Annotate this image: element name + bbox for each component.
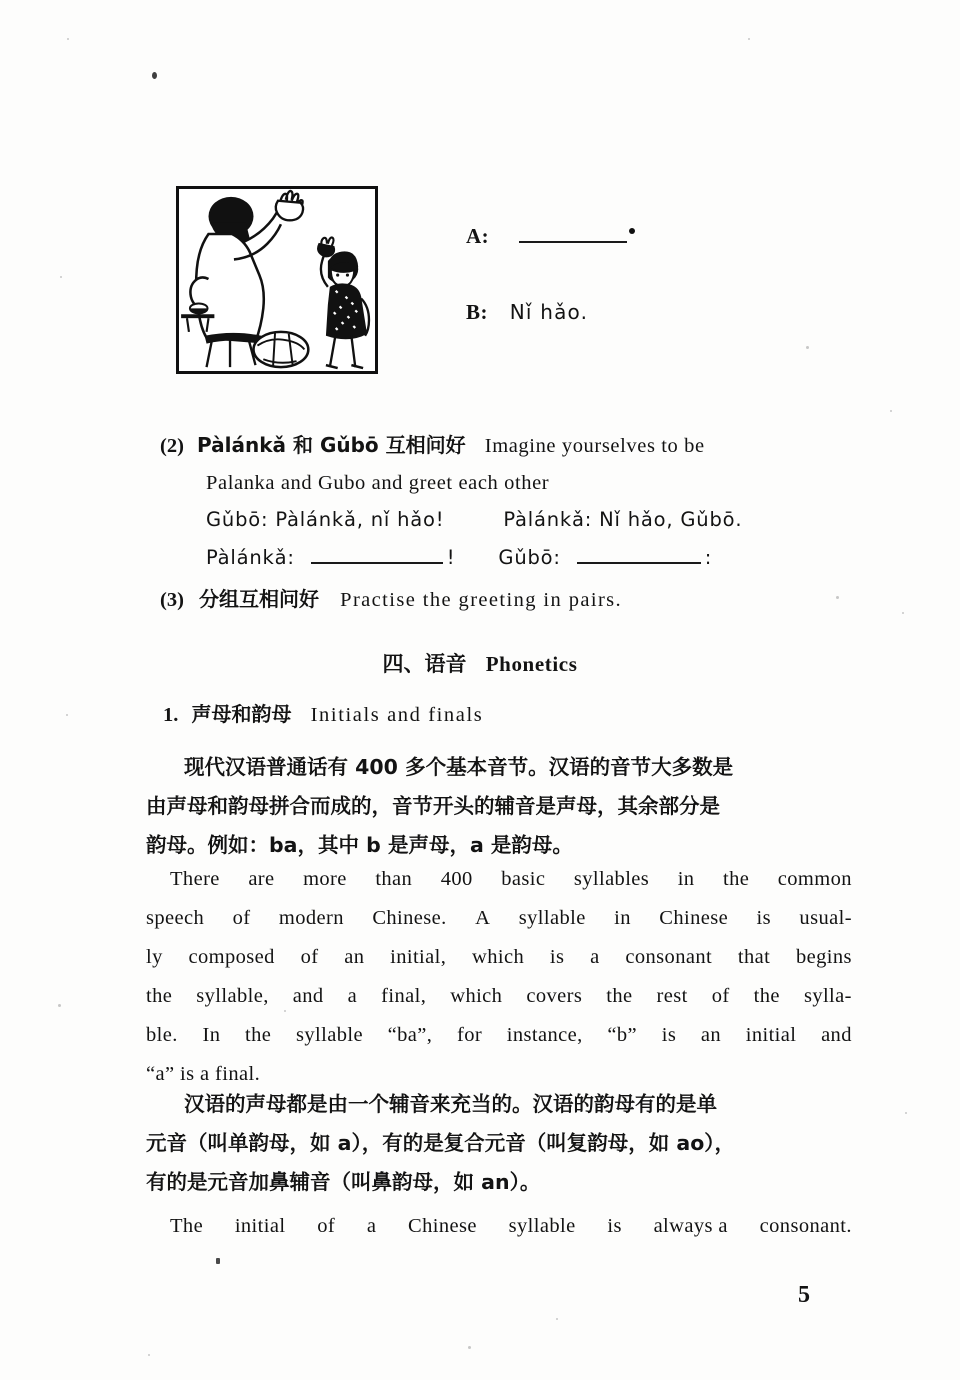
- scan-speck: [60, 276, 62, 278]
- paragraph-line: 现代汉语普通话有 400 多个基本音节。汉语的音节大多数是: [184, 755, 734, 779]
- section-title-en: Phonetics: [485, 652, 578, 676]
- dialogue-b-text: Nǐ hǎo.: [509, 300, 589, 324]
- word: There: [170, 868, 220, 890]
- scan-speck: [902, 612, 904, 614]
- word: A: [475, 907, 491, 929]
- paragraph-english-1: [146, 860, 852, 1094]
- scan-speck: [905, 1112, 907, 1114]
- word: and: [821, 1024, 852, 1046]
- blank-right-input[interactable]: [577, 548, 701, 564]
- word: The: [170, 1215, 204, 1237]
- subsection-title-en: Initials and finals: [310, 704, 484, 726]
- word: in: [677, 868, 695, 890]
- word: which: [472, 946, 525, 968]
- exercise-item-3: [160, 583, 880, 612]
- paragraph-line: “a” is a final.: [146, 1063, 261, 1085]
- word: in: [614, 907, 631, 929]
- word: and: [292, 985, 324, 1007]
- dialogue-line-a: [466, 224, 635, 249]
- greeting-scene-illustration: [179, 189, 375, 371]
- word: is: [549, 946, 565, 968]
- word: that: [737, 946, 771, 968]
- word: of: [711, 985, 730, 1007]
- speaker-b-label: B:: [466, 300, 488, 324]
- exercise-item-2: [160, 427, 860, 502]
- paragraph-line: [146, 1207, 852, 1246]
- word: basic: [501, 868, 546, 890]
- illustration-frame: [176, 186, 378, 374]
- scan-speck: [66, 714, 68, 716]
- word: than: [375, 868, 413, 890]
- word: the: [146, 985, 173, 1007]
- word: syllable: [518, 907, 586, 929]
- exercise-2-en-line-1: Imagine yourselves to be: [484, 435, 705, 457]
- paragraph-line: [146, 860, 852, 899]
- exercise-2-blank-row: [206, 546, 886, 569]
- word: the: [606, 985, 633, 1007]
- blank-left-label: Pàlánkǎ:: [206, 546, 295, 569]
- word: covers: [526, 985, 583, 1007]
- word: consonant: [625, 946, 713, 968]
- paragraph-line: [146, 938, 852, 977]
- word: consonant.: [759, 1215, 852, 1237]
- word: begins: [795, 946, 852, 968]
- blank-right-end-mark: :: [704, 546, 713, 569]
- paragraph-chinese-2: [146, 1085, 850, 1202]
- word: which: [450, 985, 503, 1007]
- section-number-cn: 四、语音: [382, 652, 467, 676]
- exercise-2-en-line-2: Palanka and Gubo and greet each other: [206, 472, 550, 494]
- paragraph-line: 有的是元音加鼻辅音（叫鼻韵母，如 an）。: [146, 1170, 541, 1194]
- paragraph-chinese-1: [146, 748, 850, 865]
- exercise-2-number: (2): [160, 435, 184, 457]
- exercise-3-en-line-1: Practise the greeting in pairs.: [340, 589, 623, 611]
- exercise-2-cn-lead: Pàlánkǎ 和 Gǔbō 互相问好: [197, 433, 466, 457]
- word: an: [344, 946, 365, 968]
- word: usual-: [799, 907, 852, 929]
- word: a: [366, 1215, 377, 1237]
- word: the: [245, 1024, 272, 1046]
- word: initial: [234, 1215, 286, 1237]
- scan-speck: [806, 346, 809, 349]
- word: Chinese.: [372, 907, 447, 929]
- paragraph-line: 韵母。例如：ba，其中 b 是声母，a 是韵母。: [146, 833, 573, 857]
- scan-speck: [748, 38, 750, 40]
- subsection-title-cn: 声母和韵母: [191, 702, 292, 726]
- sample-dialogue-left: Gǔbō: Pàlánkǎ, nǐ hǎo!: [206, 508, 445, 531]
- paragraph-line: [146, 977, 852, 1016]
- word: of: [317, 1215, 336, 1237]
- word: final,: [381, 985, 427, 1007]
- subsection-number: 1.: [163, 704, 179, 726]
- page-number: 5: [798, 1282, 810, 1308]
- word: the: [722, 868, 750, 890]
- word: an: [700, 1024, 722, 1046]
- blank-right-label: Gǔbō:: [498, 546, 561, 569]
- scan-speck: [148, 1354, 150, 1356]
- word: a: [590, 946, 600, 968]
- paragraph-line: [146, 899, 852, 938]
- word: instance,: [506, 1024, 583, 1046]
- word: is: [661, 1024, 677, 1046]
- exercise-2-line-2: [160, 465, 860, 502]
- word: “b”: [607, 1024, 638, 1046]
- scan-speck: [152, 72, 157, 79]
- word: initial,: [390, 946, 447, 968]
- word: initial: [745, 1024, 797, 1046]
- word: ly: [146, 946, 163, 968]
- scan-speck: [890, 410, 892, 412]
- section-heading: [0, 648, 960, 678]
- dialogue-line-b: [466, 300, 588, 325]
- paragraph-line: [146, 1016, 852, 1055]
- word: modern: [278, 907, 344, 929]
- word: rest: [656, 985, 688, 1007]
- word: Chinese: [659, 907, 729, 929]
- blank-left-end-mark: !: [446, 546, 456, 569]
- word: are: [248, 868, 275, 890]
- word: for: [457, 1024, 483, 1046]
- word: syllable,: [196, 985, 269, 1007]
- word: speech: [146, 907, 205, 929]
- word: sylla-: [803, 985, 852, 1007]
- scan-speck: [216, 1258, 220, 1264]
- word: is: [756, 907, 772, 929]
- word: of: [232, 907, 251, 929]
- word: syllable: [508, 1215, 576, 1237]
- exercise-2-line-1: [160, 427, 860, 465]
- exercise-3-number: (3): [160, 589, 184, 611]
- subsection-heading: [163, 698, 483, 727]
- word: ble.: [146, 1024, 178, 1046]
- scan-speck: [58, 1004, 61, 1007]
- word: Chinese: [408, 1215, 477, 1237]
- scan-speck: [556, 1318, 558, 1320]
- scan-speck: [468, 1346, 471, 1349]
- word: the: [753, 985, 780, 1007]
- word: syllable: [295, 1024, 363, 1046]
- word: syllables: [573, 868, 650, 890]
- period-mark: [629, 228, 635, 234]
- word: 400: [440, 868, 473, 890]
- word: a: [347, 985, 358, 1007]
- word: more: [303, 868, 347, 890]
- word: of: [300, 946, 319, 968]
- word: is: [607, 1215, 622, 1237]
- paragraph-line: 元音（叫单韵母，如 a），有的是复合元音（叫复韵母，如 ao），: [146, 1131, 736, 1155]
- paragraph-line: 由声母和韵母拼合而成的，音节开头的辅音是声母，其余部分是: [146, 794, 720, 818]
- blank-left-input[interactable]: [311, 548, 443, 564]
- sample-dialogue-right: Pàlánkǎ: Nǐ hǎo, Gǔbō.: [503, 508, 743, 531]
- word: always a: [653, 1215, 728, 1237]
- exercise-2-sample-row: [206, 508, 886, 531]
- paragraph-english-2: [146, 1207, 852, 1246]
- word: “ba”,: [387, 1024, 433, 1046]
- word: common: [777, 868, 852, 890]
- paragraph-line: 汉语的声母都是由一个辅音来充当的。汉语的韵母有的是单: [184, 1092, 717, 1116]
- scan-speck: [67, 38, 69, 40]
- dialogue-a-blank[interactable]: [519, 227, 627, 243]
- word: In: [202, 1024, 221, 1046]
- speaker-a-label: A:: [466, 224, 490, 248]
- exercise-3-cn-lead: 分组互相问好: [199, 587, 320, 611]
- word: composed: [188, 946, 275, 968]
